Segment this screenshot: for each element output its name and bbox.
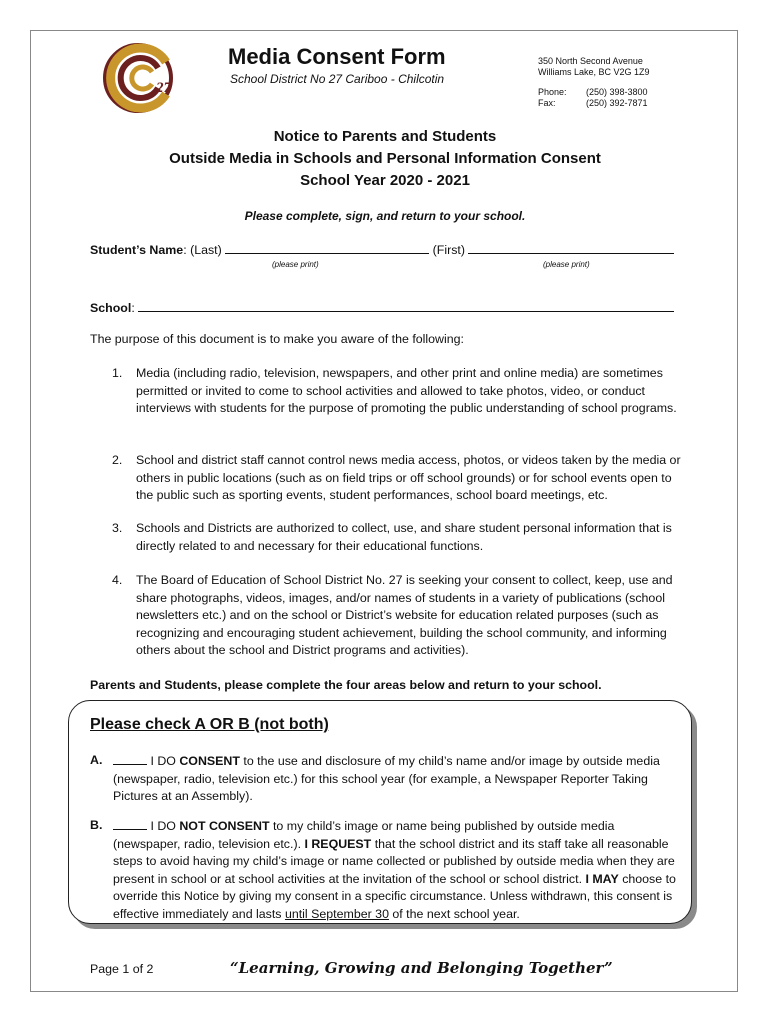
- please-print-last: (please print): [272, 260, 319, 269]
- intro-text: The purpose of this document is to make you aware of the following:: [90, 332, 464, 346]
- first-name-field[interactable]: [468, 241, 674, 254]
- school-label: School: [90, 301, 132, 315]
- district-logo-icon: [96, 40, 186, 116]
- notice-heading-3: School Year 2020 - 2021: [300, 172, 470, 189]
- page-number: Page 1 of 2: [90, 962, 154, 976]
- option-b-label: B.: [90, 818, 103, 832]
- motto: “Learning, Growing and Belonging Together”: [230, 959, 613, 977]
- consent-box-title: Please check A OR B (not both): [90, 716, 329, 733]
- notice-heading-1: Notice to Parents and Students: [273, 128, 497, 145]
- address-line2: Williams Lake, BC V2G 1Z9: [538, 67, 650, 77]
- list-item: 1. Media (including radio, television, newspapers, and other print and online media) are sometimes permitted or invited to come to school activities and allowed to take photos, video, or conduct interviews with students for the purpose of promoting the public understanding of school programs.: [112, 366, 677, 415]
- address-line1: 350 North Second Avenue: [538, 56, 643, 66]
- list-item: 2. School and district staff cannot control news media access, photos, or videos taken by the media or others in public locations (such as on field trips or off school grounds) or for school events open to the public such as sporting events, student performances, school board meetings, etc.: [112, 453, 681, 502]
- list-item: 3. Schools and Districts are authorized to collect, use, and share student personal information that is directly related to and necessary for their educational functions.: [112, 521, 672, 553]
- student-name-row: Student’s Name: (Last) (First): [90, 241, 674, 260]
- school-field[interactable]: [138, 299, 674, 312]
- phone-row: Phone: (250) 398-3800: [538, 87, 648, 97]
- please-print-first: (please print): [543, 260, 590, 269]
- form-title: Media Consent Form: [228, 44, 446, 69]
- option-b-text: I DO NOT CONSENT to my child’s image or name being published by outside media (newspaper, radio, television etc.). I REQUEST that the school district and its staff take all reasonable steps to avoid having my child’s image or name collected or published by outside media when they are present in school or at school activities at the invitation of the school or school district. I MAY choose to override this Notice by giving my consent in a specific circumstance. Unless withdrawn, this consent is effective immediately and lasts until September 30 of the next school year.: [113, 819, 676, 921]
- option-a-checkbox[interactable]: [113, 753, 147, 765]
- option-b-checkbox[interactable]: [113, 818, 147, 830]
- district-name: School District No 27 Cariboo - Chilcotin: [230, 72, 445, 86]
- student-name-label: Student’s Name: [90, 243, 184, 257]
- list-item: 4. The Board of Education of School District No. 27 is seeking your consent to collect, keep, use and share photographs, videos, images, and/or names of students in a variety of publications (school newsletters etc.) and on the school or District’s website for education related purposes (such as recognizing and encouraging student achievement, building the school community, and informing others about the school and District programs and activities).: [112, 573, 673, 657]
- school-row: School:: [90, 299, 674, 318]
- fax-row: Fax: (250) 392-7871: [538, 98, 648, 108]
- option-a-label: A.: [90, 753, 103, 767]
- svg-text:27: 27: [156, 80, 171, 96]
- complete-note: Parents and Students, please complete the four areas below and return to your school.: [90, 678, 602, 692]
- option-a-text: I DO CONSENT to the use and disclosure of my child’s name and/or image by outside media (newspaper, radio, television etc.) for this school year (for example, a Newspaper Reporter Taking Pictures at an Assembly).: [113, 754, 660, 803]
- instruction: Please complete, sign, and return to your school.: [244, 209, 526, 223]
- notice-heading-2: Outside Media in Schools and Personal Information Consent: [169, 150, 601, 167]
- last-name-field[interactable]: [225, 241, 429, 254]
